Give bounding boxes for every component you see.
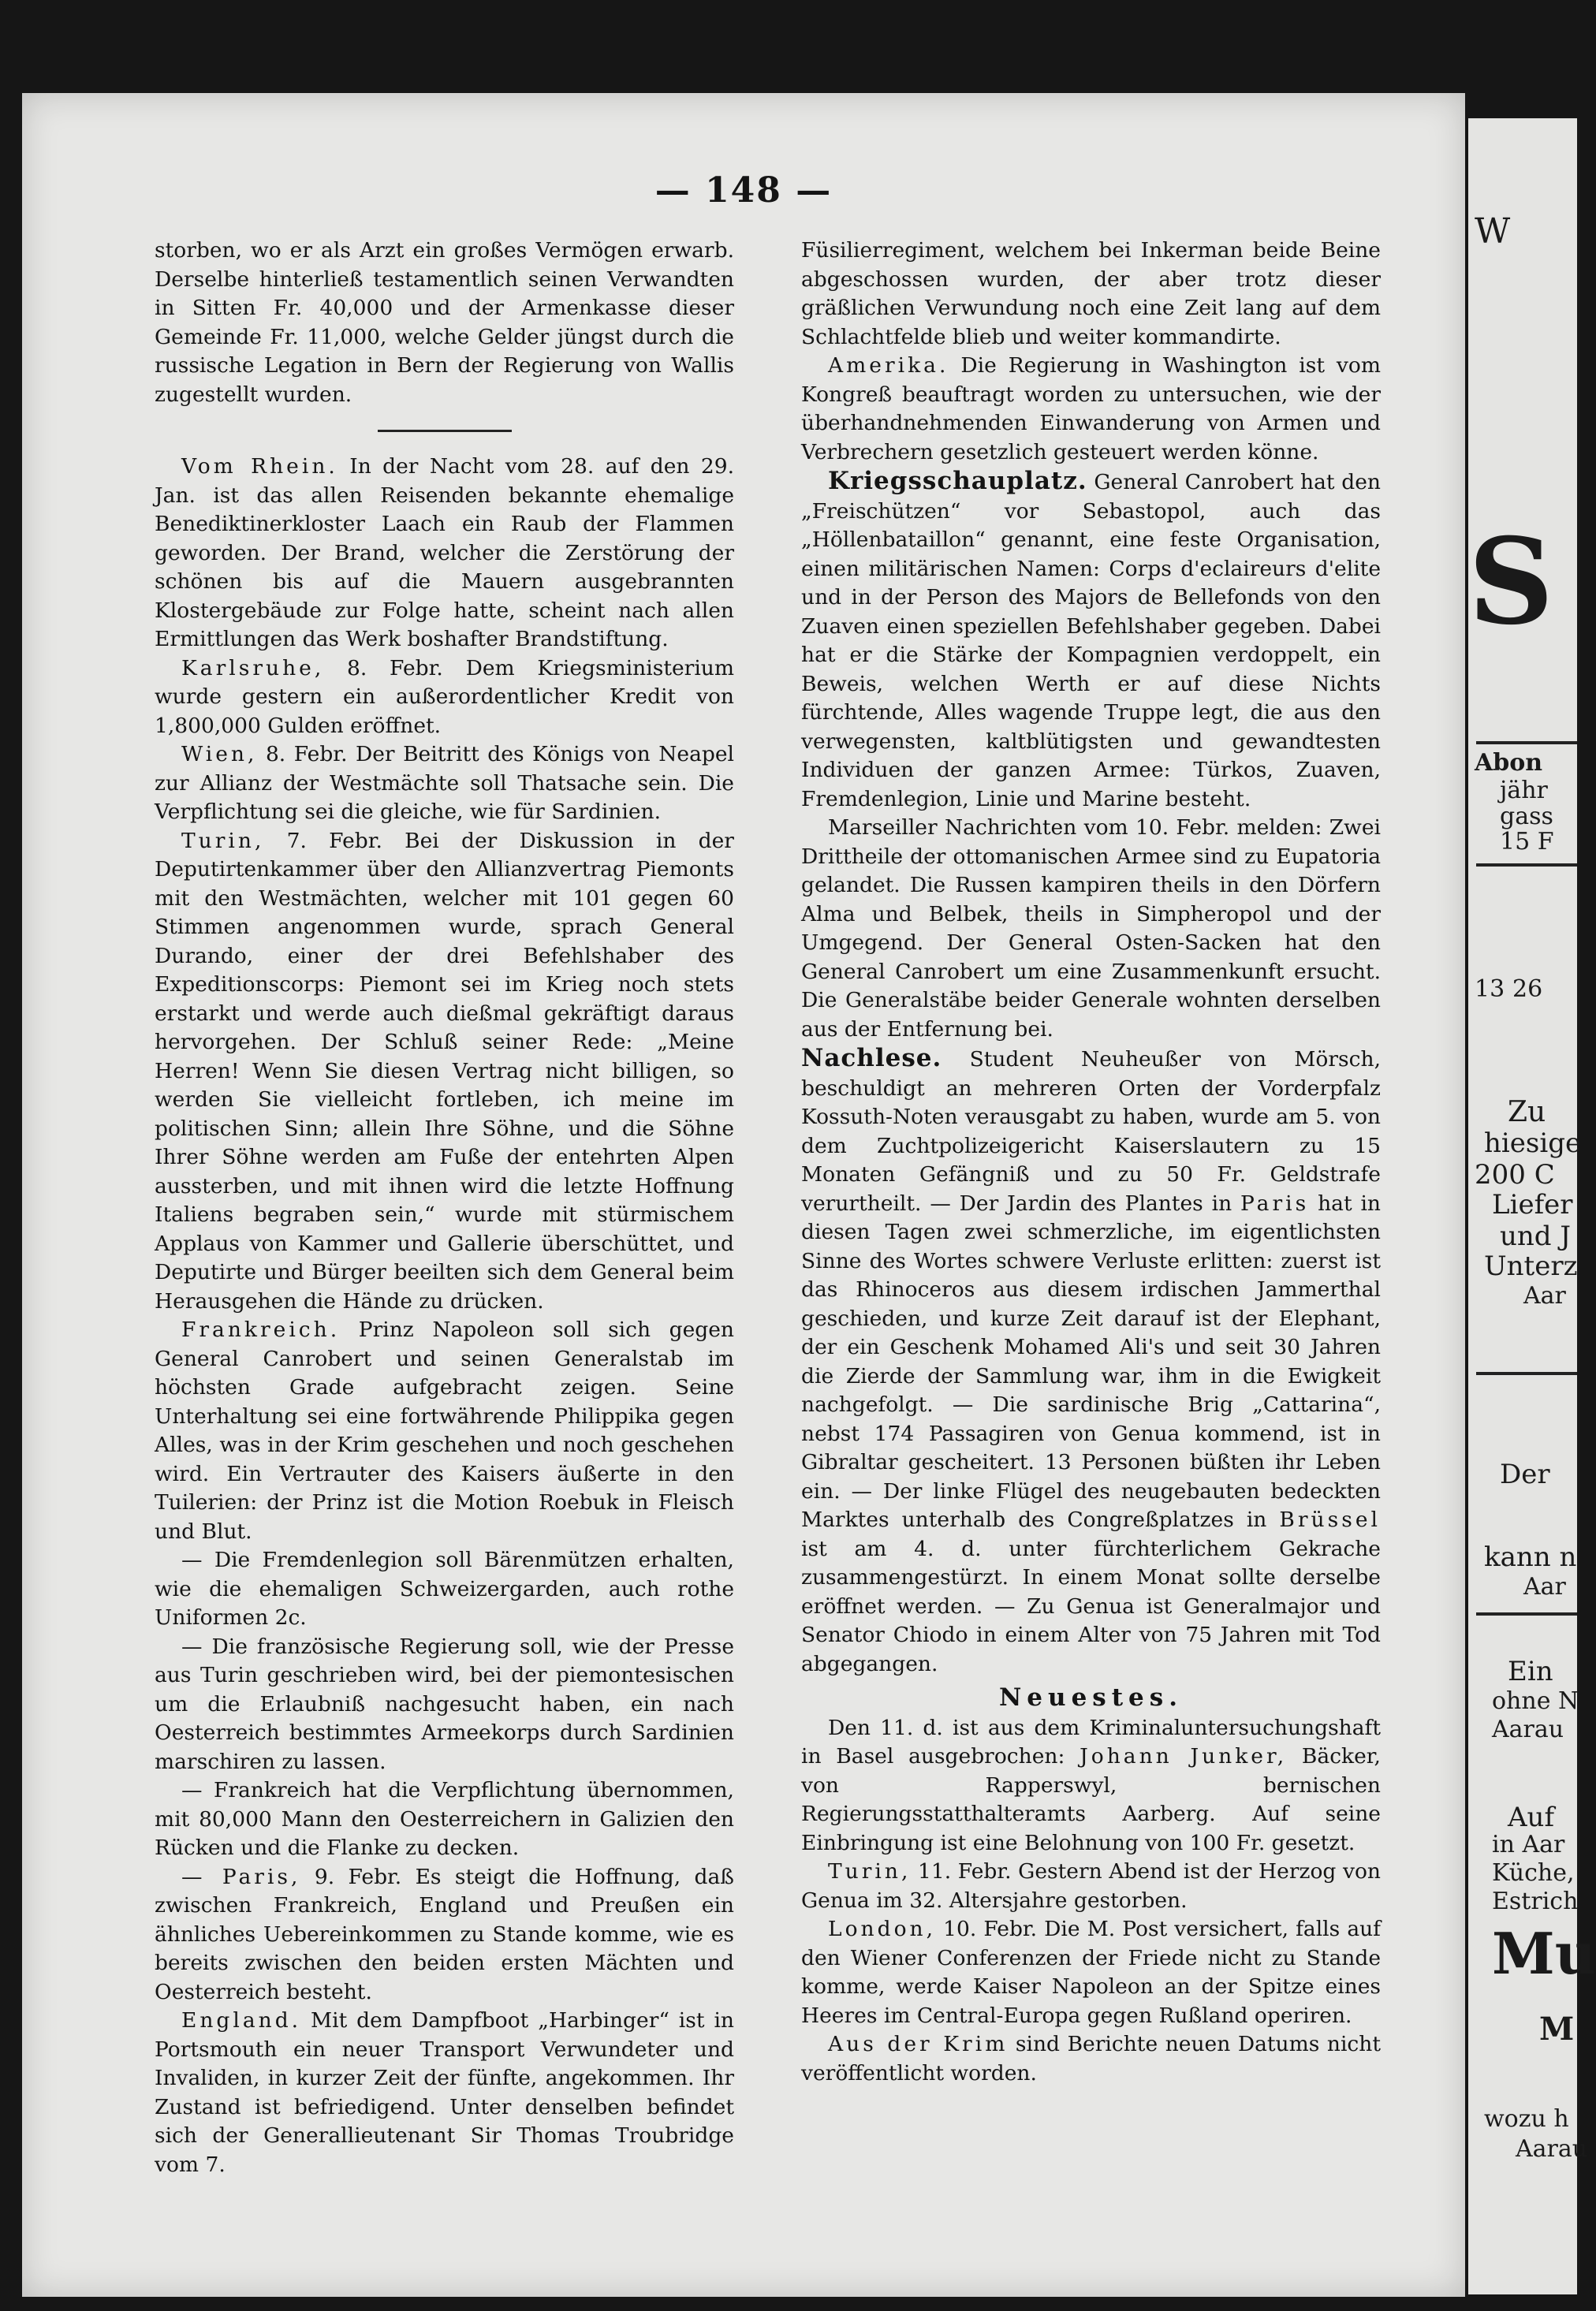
fragment-text: jähr [1500, 777, 1548, 804]
fragment-text: Estrich [1492, 1888, 1579, 1915]
separator-rule [1476, 1372, 1577, 1375]
dateline-place: Brüssel [1279, 1508, 1381, 1532]
article-continuation: storben, wo er als Arzt ein großes Vermögen erwarb. Derselbe hinterließ testamentlich seinen Verwandten in Sitten Fr. 40,000 und der Armenkasse dieser Gemeinde Fr. 11,000, welche Gelder jüngst durch die russische Legation in Bern der Regierung von Wallis zugestellt wurden. [155, 238, 734, 407]
section-heading: Kriegsschauplatz. [828, 467, 1087, 495]
article-fremdenlegion: — Die Fremdenlegion soll Bärenmützen erhalten, wie die ehemaligen Schweizergarden, auch rothe Uniformen 2c. [155, 1548, 734, 1630]
fragment-text: Mu [1492, 1920, 1596, 1987]
fragment-text: Auf [1508, 1802, 1555, 1833]
article-paris: — Paris, 9. Febr. Es steigt die Hoffnung, daß zwischen Frankreich, England und Preußen ein ähnliches Uebereinkommen zu Stande komme, wie es bereits zwischen den beiden ersten Mächten und Oesterreich besteht. [155, 1864, 735, 2004]
dateline-place: London, [828, 1917, 937, 1941]
adjacent-page-edge [1468, 118, 1596, 2294]
article-wien: Wien, 8. Febr. Der Beitritt des Königs von Neapel zur Allianz der Westmächte soll Thatsache sein. Die Verpflichtung sei die gleiche, wie für Sardinien. [155, 742, 734, 824]
dateline-place: Aus der Krim [828, 2032, 1009, 2056]
article-england: England. Mit dem Dampfboot „Harbinger“ ist in Portsmouth ein neuer Transport Verwundeter und Invaliden, in kurzer Zeit der fünfte, angekommen. Ihr Zustand ist befriedigend. Unter denselben befindet sich der Generallieutenant Sir Thomas Troubridge vom 7. [155, 2008, 734, 2177]
dateline-place: — Paris, [181, 1864, 301, 1889]
article-karlsruhe: Karlsruhe, 8. Febr. Dem Kriegsministerium wurde gestern ein außerordentlicher Kredit von 1,800,000 Gulden eröffnet. [155, 655, 734, 738]
person-name: Johann Junker, [1080, 1744, 1288, 1769]
fragment-text: 13 [1475, 975, 1505, 1003]
dateline-place: England. [181, 2008, 302, 2033]
article-regierung: — Die französische Regierung soll, wie der Presse aus Turin geschrieben wird, bei der piemontesischen um die Erlaubniß nachgesucht haben, ein nach Oesterreich bestimmtes Armeekorps durch Sardinien marschiren zu lassen. [155, 1634, 734, 1774]
fragment-text: in Aar [1492, 1831, 1565, 1858]
dateline-place: Amerika. [828, 353, 949, 378]
article-verpflichtung: — Frankreich hat die Verpflichtung übernommen, mit 80,000 Mann den Oesterreichern in Galizien den Rücken und die Flanke zu decken. [155, 1778, 734, 1860]
fragment-text: Zu [1508, 1096, 1546, 1128]
right-column [801, 237, 1381, 2088]
article-nachlese: Nachlese. Student Neuheußer von Mörsch, beschuldigt an mehreren Orten der Vorderpfalz Kossuth-Noten verausgabt zu haben, wurde am 5. von dem Zuchtpolizeigericht Kaiserslautern zu 15 Monaten Gefängniß und zu 50 Fr. Geldstrafe verurtheilt. — Der Jardin des Plantes in Paris hat in diesen Tagen zwei schmerzliche, im eigentlichsten Sinne des Wortes schwere Verluste erlitten: zuerst ist das Rhinoceros aus diesem irdischen Jammerthal geschieden, und kurze Zeit darauf ist der Elephant, der ein Geschenk Mohamed Ali's und seit 30 Jahren die Zierde der Sammlung war, ihm in die Ewigkeit nachgefolgt. — Die sardinische Brig „Cattarina“, nebst 174 Passagiren von Genua kommend, ist in Gibraltar gescheitert. 13 Personen büßten ihr Leben ein. — Der linke Flügel des neugebauten bedeckten Marktes unterhalb des Congreßplatzes in Brüssel ist am 4. d. unter fürchterlichem Gekrache zusammengestürzt. In einem Monat sollte derselbe eröffnet werden. — Zu Genua ist Generalmajor und Senator Chiodo in einem Alter von 75 Jahren mit Tod abgegangen. [801, 1044, 1381, 1676]
separator-rule [1476, 863, 1577, 867]
article-kriegsschauplatz: Kriegsschauplatz. General Canrobert hat den „Freischützen“ vor Sebastopol, auch das „Höllenbataillon“ genannt, eine feste Organisation, einen militärischen Namen: Corps d'eclaireurs d'elite und in der Person des Majors de Bellefonds von den Zuaven einen speziellen Befehlshaber gegeben. Dabei hat er die Stärke der Kompagnien verdoppelt, ein Beweis, welchen Werth er auf diese Nichts fürchtende, Alles wagende Truppe legt, die aus den verwegensten, kaltblütigsten und gewandtesten Individuen der ganzen Armee: Türkos, Zuaven, Fremdenlegion, Linie und Marine besteht. [801, 467, 1381, 811]
page-number: — 148 — [654, 170, 833, 211]
dateline-place: Karlsruhe, [181, 655, 325, 680]
dateline-place: Wien, [181, 742, 258, 766]
separator-rule [378, 430, 512, 432]
fragment-text: W [1475, 211, 1511, 252]
dateline-place: Frankreich. [181, 1318, 341, 1342]
section-heading: Nachlese. [801, 1044, 942, 1072]
article-frankreich: Frankreich. Prinz Napoleon soll sich gegen General Canrobert und seinen Generalstab im höchsten Grade aufgebracht zeigen. Seine Unterhaltung sei eine fortwährende Philippika gegen Alles, was in der Krim geschehen und noch geschehen wird. Ein Vertrauter des Kaisers äußerte in den Tuilerien: der Prinz ist die Motion Roebuk in Fleisch und Blut. [155, 1318, 734, 1544]
article-turin: Turin, 11. Febr. Gestern Abend ist der Herzog von Genua im 32. Altersjahre gestorben. [801, 1859, 1381, 1913]
fragment-text: Aar [1523, 1573, 1566, 1601]
article-krim: Aus der Krim sind Berichte neuen Datums nicht veröffentlicht worden. [801, 2032, 1381, 2085]
article-amerika: Amerika. Die Regierung in Washington ist vom Kongreß beauftragt worden zu untersuchen, wie der überhandnehmenden Einwanderung von Armen und Verbrechern gesetzlich gesteuert werden könne. [801, 353, 1381, 464]
dateline-place: Turin, [181, 828, 265, 853]
fragment-text: ohne N [1492, 1687, 1579, 1715]
fragment-text: Ein [1508, 1656, 1553, 1687]
separator-rule [1476, 741, 1577, 744]
fragment-text: Liefer [1492, 1189, 1573, 1221]
article-continuation: Füsilierregiment, welchem bei Inkerman beide Beine abgeschossen wurden, der aber trotz dieser gräßlichen Verwundung noch eine Zeit lang auf dem Schlachtfelde blieb und weiter kommandirte. [801, 238, 1381, 349]
article-marseiller: Marseiller Nachrichten vom 10. Febr. melden: Zwei Drittheile der ottomanischen Armee sind zu Eupatoria gelandet. Die Russen kampiren theils in den Dörfern Alma und Belbek, theils in Simpheropol und der Umgegend. Der General Osten-Sacken hat den General Canrobert um eine Zusammenkunft ersucht. Die Generalstäbe beider Generale wohnten derselben aus der Entfernung bei. [801, 815, 1381, 1042]
fragment-text: wozu h [1484, 2105, 1569, 2133]
article-london: London, 10. Febr. Die M. Post versichert, falls auf den Wiener Conferenzen der Friede nicht zu Stande komme, werde Kaiser Napoleon an der Spitze eines Heeres im Central-Europa gegen Rußland operiren. [801, 1917, 1381, 2028]
left-column [155, 237, 734, 2179]
fragment-text: S [1468, 513, 1554, 651]
fragment-text: Der [1500, 1459, 1550, 1490]
fragment-text: und J [1500, 1221, 1571, 1252]
fragment-text: Abon [1475, 749, 1543, 777]
dateline-place: Vom Rhein. [181, 454, 338, 479]
article-junker: Den 11. d. ist aus dem Kriminaluntersuchungshaft in Basel ausgebrochen: Johann Junker, Bäcker, von Rapperswyl, bernischen Regierungsstatthalteramts Aarberg. Auf seine Einbringung ist eine Belohnung von 100 Fr. gesetzt. [801, 1715, 1381, 1855]
fragment-text: Unterz [1484, 1251, 1578, 1282]
fragment-text: 200 C [1475, 1159, 1555, 1191]
separator-rule [1476, 1612, 1577, 1616]
fragment-text: kann n [1484, 1541, 1577, 1573]
fragment-text: Aarau [1516, 2135, 1588, 2163]
fragment-text: gass [1500, 803, 1553, 830]
newspaper-page [22, 93, 1465, 2297]
fragment-text: Küche, [1492, 1859, 1575, 1887]
fragment-text: 26 [1512, 975, 1543, 1003]
fragment-text: Aar [1523, 1282, 1566, 1310]
article-rhein: Vom Rhein. In der Nacht vom 28. auf den 29. Jan. ist das allen Reisenden bekannte ehemalige Benediktinerkloster Laach ein Raub der Flammen geworden. Der Brand, welcher die Zerstörung der schönen bis auf die Mauern ausgebrannten Klostergebäude zur Folge hatte, scheint nach allen Ermittlungen das Werk boshafter Brandstiftung. [155, 454, 734, 651]
dateline-place: Paris [1240, 1191, 1310, 1216]
article-turin: Turin, 7. Febr. Bei der Diskussion in der Deputirtenkammer über den Allianzvertrag Piemonts mit den Westmächten, welcher mit 101 gegen 60 Stimmen angenommen wurde, sprach General Durando, einer der drei Befehlshaber des Expeditionscorps: Piemont sei im Krieg noch stets erstarkt und werde auch dießmal gekräftigt daraus hervorgehen. Der Schluß seiner Rede: „Meine Herren! Wenn Sie diesen Vertrag nicht billigen, so werden Sie vielleicht fortleben, ich meine im politischen Sinn; allein Ihre Söhne, und die Söhne Ihrer Söhne werden am Fuße der entehrten Alpen aussterben, und mit ihnen wird die letzte Hoffnung Italiens begraben sein,“ wurde mit stürmischem Applaus von Kammer und Gallerie überschüttet, und Deputirte und Bürger beeilten sich dem General beim Herausgehen die Hände zu drücken. [155, 828, 734, 1314]
dateline-place: Turin, [828, 1859, 912, 1884]
fragment-text: M [1539, 2011, 1575, 2048]
fragment-text: 15 F [1500, 828, 1554, 855]
fragment-text: hiesige [1484, 1128, 1582, 1159]
fragment-text: Aarau [1492, 1716, 1564, 1743]
section-heading-neuestes: Neuestes. [998, 1683, 1184, 1712]
